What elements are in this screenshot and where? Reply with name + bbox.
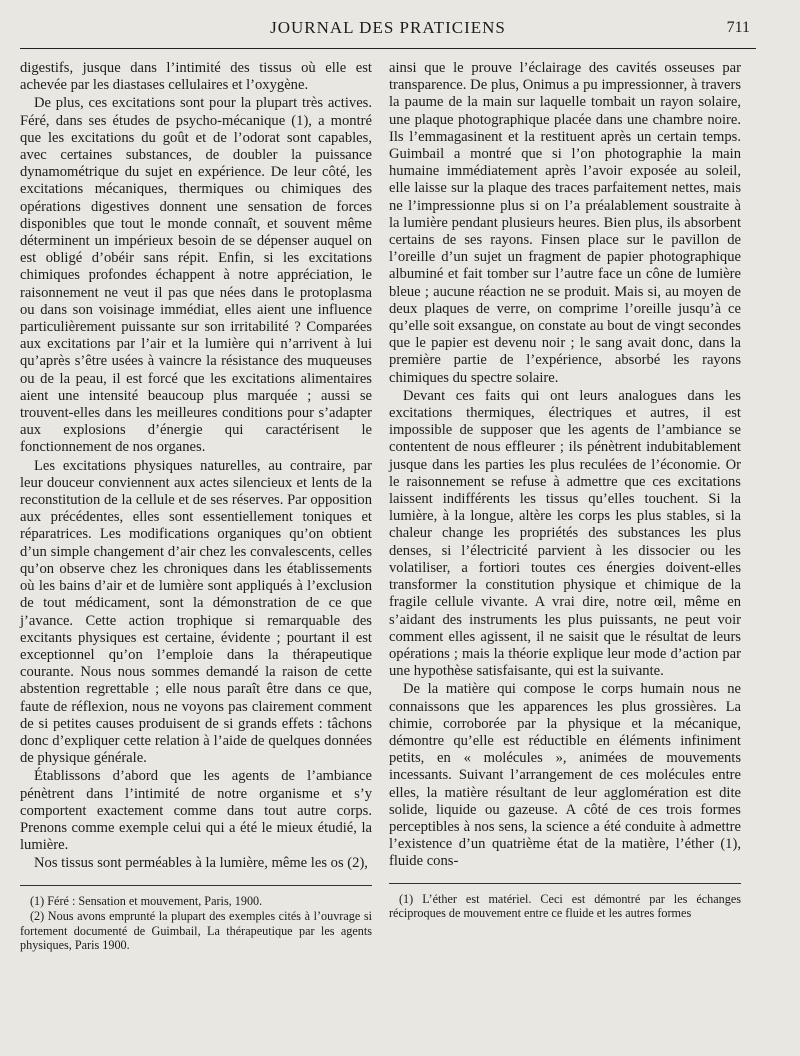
footnote: (1) Féré : Sensation et mouvement, Paris, 1900. [30, 893, 263, 908]
footnote-divider [20, 885, 372, 886]
footnotes [20, 894, 372, 953]
footnote: (2) Nous avons emprunté la plupart des exemples cités à l’ouvrage si fortement documenté de Guimbail, La thérapeutique par les agents physiques, Paris 1900. [20, 909, 372, 953]
paragraph: ainsi que le prouve l’éclairage des cavités osseuses par transparence. De plus, Onimus a pu impressionner, à travers la paume de la main sur laquelle tombait un rayon solaire, une plaque photographique placée dans une chambre noire. Ils l’emmagasinent et la restituent après un certain temps. Guimbail a montré que si l’on photographie la main humaine immédiatement après l’avoir exposée au soleil, elle laisse sur la plaque des traces parfaitement nettes, mais ne l’impressionne plus si on l’a préalablement soustraite à la lumière pendant plusieurs heures. Bien plus, ils absorbent certains de ses rayons. Finsen place sur le pavillon de l’oreille d’un sujet un fragment de papier photographique albuminé et fait tomber sur l’autre face un cône de lumière bleue ; aucune réaction ne se produit. Mais si, au moyen de deux plaques de verre, on comprime l’oreille jusqu’à ce qu’elle soit exsangue, on constate au bout de vingt secondes que le papier est devenu noir ; le sang avait donc, dans la première partie de l’expérience, absorbé les rayons chimiques du spectre solaire. [389, 60, 741, 386]
footnotes [389, 892, 741, 921]
paragraph: Établissons d’abord que les agents de l’ambiance pénètrent dans l’intimité de notre organisme et s’y comportent exactement comme dans tout autre corps. Prenons comme exemple celui qui a été le mieux étudié, la lumière. [20, 768, 372, 854]
paragraph: digestifs, jusque dans l’intimité des tissus où elle est achevée par les diastases cellulaires et l’oxygène. [20, 60, 372, 94]
footnote: (1) L’éther est matériel. Ceci est démontré par les échanges réciproques de mouvement entre ce fluide et les autres formes [389, 891, 741, 921]
footnote-divider [389, 883, 741, 884]
paragraph: Les excitations physiques naturelles, au contraire, par leur douceur conviennent aux actes silencieux et lents de la reconstitution de la cellule et de ses réserves. Par opposition aux précédentes, elles sont essentiellement toniques et réparatrices. Les modifications organiques qu’on obtient d’un simple changement d’air chez les convalescents, celles qu’on observe chez les chroniques dans les établissements où les bains d’air et de lumière sont appliqués à l’exclusion de tout médicament, sont la démonstration de ce que j’avance. Cette action trophique si remarquable des excitants physiques est certaine, évidente ; pourtant il est exceptionnel qu’on l’emploie dans la thérapeutique courante. Nous nous sommes demandé la raison de cette abstention regrettable ; elle nous paraît être dans ce que, faute de réflexion, nous ne voyons pas clairement comment de si petites causes produisent de si grands effets : tâchons donc d’expliquer cette relation à l’aide de quelques données de physique générale. [20, 457, 372, 767]
running-title: JOURNAL DES PRATICIENS [270, 18, 506, 37]
paragraph: Nos tissus sont perméables à la lumière, même les os (2), [34, 855, 368, 872]
left-column [20, 60, 372, 953]
right-column [389, 60, 741, 921]
paragraph: De la matière qui compose le corps humain nous ne connaissons que les apparences les plus grossières. La chimie, corroborée par la physique et la mécanique, démontre qu’elle est réductible en éléments infiniment petits, en « molécules », animées de mouvements incessants. Suivant l’arrangement de ces molécules entre elles, la matière résultant de leur agglomération est dite solide, liquide ou gazeuse. A côté de ces trois formes perceptibles à nos sens, la science a été conduite à admettre l’existence d’un quatrième état de la matière, l’éther (1), fluide cons- [389, 681, 741, 870]
paragraph: De plus, ces excitations sont pour la plupart très actives. Féré, dans ses études de psycho-mécanique (1), a montré que les excitations du goût et de l’odorat sont capables, avec certaines substances, de doubler la puissance dynamométrique du sujet en expérience. De leur côté, les excitations mécaniques, thermiques ou chimiques des opérations digestives donnent une sensation de forces disponibles que tout le monde connaît, et souvent même déterminent un impérieux besoin de se dépenser auquel on est obligé d’obéir sans répit. Enfin, si les excitations chimiques profondes échappent à notre appréciation, le raisonnement ne veut il pas que nées dans le protoplasma ou dans son voisinage immédiat, elles aient une influence particulièrement puissante sur son irritabilité ? Comparées aux excitations par l’air et la lumière qui n’arrivent à lui qu’après s’être usées à vaincre la résistance des muqueuses ou de la peau, il est forcé que les excitations alimentaires aient une intensité beaucoup plus marquée ; aussi se trouvent-elles dans les meilleures conditions pour s’adapter aux explosions d’énergie qui caractérisent le fonctionnement de nos organes. [20, 95, 372, 456]
page-header [20, 10, 756, 49]
page-number: 711 [726, 19, 750, 36]
paragraph: Devant ces faits qui ont leurs analogues dans les excitations thermiques, électriques et autres, il est impossible de supposer que les agents de l’ambiance se contentent de nous effleurer ; ils pénètrent indubitablement jusque dans les parties les plus reculées de l’économie. Or le raisonnement se refuse à admettre que ces excitations laissent indifférents les tissus qu’elles touchent. Si la lumière, à la longue, altère les corps les plus stables, si la chaleur change les propriétés des substances les plus denses, si l’électricité parvient à les dissocier ou les volatiliser, a fortiori toutes ces énergies doivent-elles transformer la constitution physique et chimique de la fragile cellule vivante. A vrai dire, notre œil, même en s’aidant des instruments les plus puissants, ne peut voir comment elles agissent, il ne saisit que le résultat de leurs opérations ; mais la théorie explique leur mode d’action par une hypothèse satisfaisante, qui est la suivante. [389, 387, 741, 680]
